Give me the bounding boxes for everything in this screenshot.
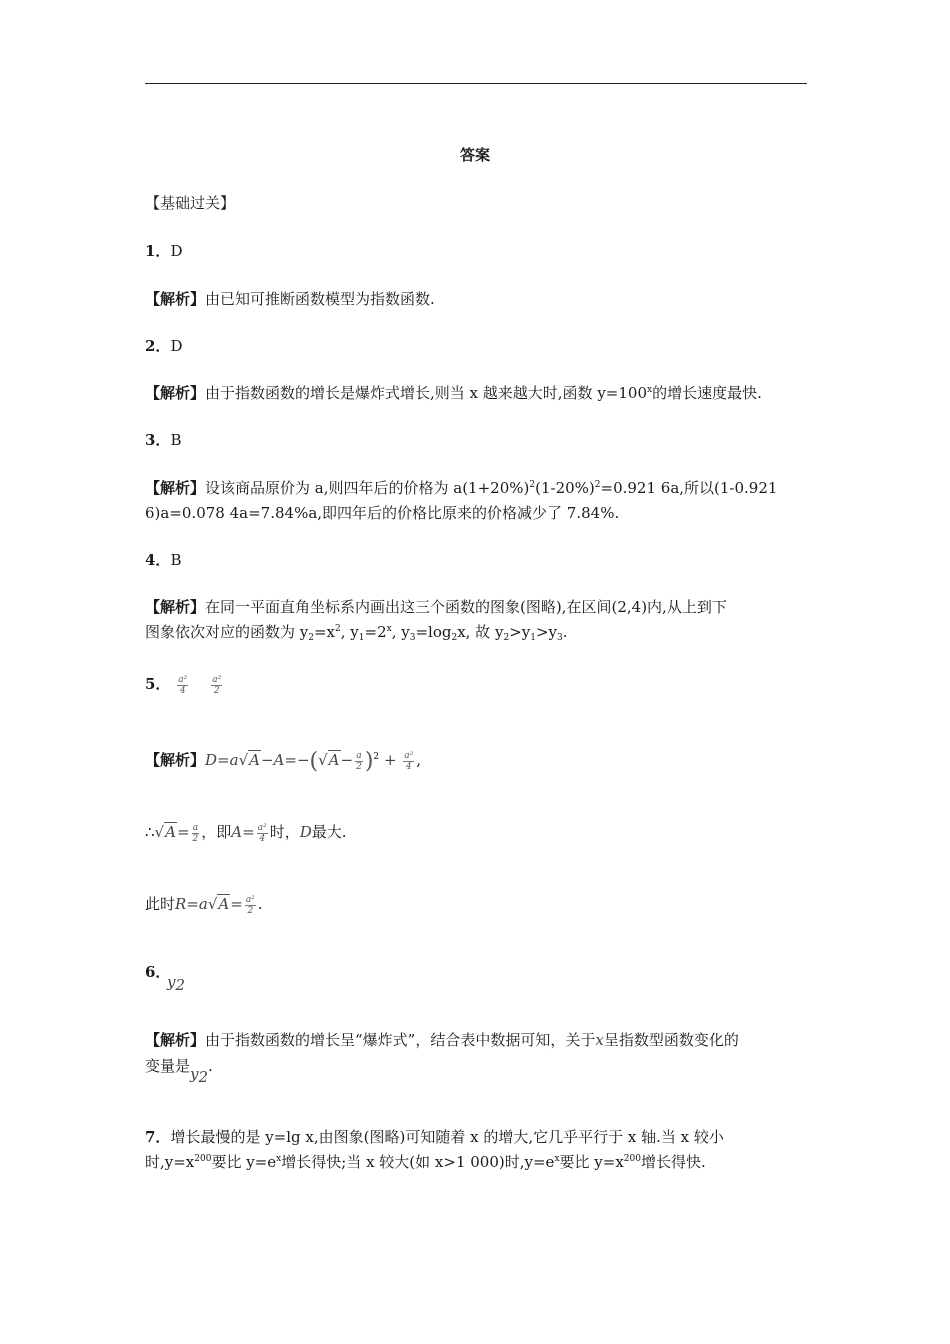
sqrt-symbol: √A	[238, 751, 260, 769]
analysis-3-line-1	[145, 476, 777, 500]
fraction-a2-over-4	[257, 823, 268, 844]
answer-text: 增长最慢的是 y=lg x,由图象(图略)可知随着 x 的增大,它几乎平行于 x 轴.当 x 较小	[170, 1128, 724, 1146]
analysis-1	[145, 287, 435, 311]
answer-5	[145, 672, 224, 696]
text: 要比 y=e	[211, 1153, 277, 1171]
analysis-5-line-1	[145, 748, 421, 774]
q-answer: D	[170, 242, 183, 260]
denominator: 2	[213, 685, 220, 696]
text: >y	[535, 623, 557, 641]
sqrt-symbol: √A	[207, 895, 230, 913]
math-var: R	[175, 895, 187, 913]
analysis-label: 【解析】	[145, 1031, 206, 1049]
text: 图象依次对应的函数为 y	[145, 623, 309, 641]
answer-6-value	[167, 970, 185, 994]
superscript: 2	[373, 752, 380, 762]
text: , y	[340, 623, 359, 641]
left-paren: (	[309, 749, 319, 774]
superscript: x	[554, 1154, 560, 1164]
superscript: 200	[623, 1154, 641, 1164]
answer-2	[145, 334, 182, 358]
analysis-text: 呈指数型函数变化的	[603, 1031, 739, 1049]
page-title: 答案	[459, 146, 490, 164]
q-number: 5．	[145, 675, 171, 693]
text: =x	[313, 623, 336, 641]
denominator: 4	[259, 833, 266, 844]
analysis-2	[145, 381, 762, 405]
q-number: 2．	[145, 337, 171, 355]
text: .	[562, 623, 568, 641]
q-answer: D	[170, 337, 183, 355]
text: >y	[509, 623, 531, 641]
analysis-label: 【解析】	[145, 384, 206, 402]
radicand: A	[165, 823, 176, 841]
text: 要比 y=x	[559, 1153, 624, 1171]
text: 时,y=x	[145, 1153, 195, 1171]
text: .	[257, 895, 263, 913]
denominator: 4	[179, 685, 186, 696]
math-text: =a	[186, 895, 208, 913]
math-var: A	[231, 823, 243, 841]
superscript: x	[647, 385, 653, 395]
text: =2	[364, 623, 387, 641]
sqrt-symbol: √A	[154, 823, 176, 841]
q-number: 6．	[145, 963, 171, 981]
analysis-5-line-3	[145, 892, 263, 916]
analysis-text: =0.921 6a,所以(1-0.921	[600, 479, 778, 497]
superscript: 2	[335, 624, 341, 634]
text: 增长得快;当 x 较大(如 x>1 000)时,y=e	[281, 1153, 555, 1171]
text: , y	[391, 623, 410, 641]
math-text: =	[230, 895, 243, 913]
radicand: A	[328, 751, 340, 769]
radicand: A	[249, 751, 260, 769]
fraction-a2-over-4	[177, 675, 188, 696]
sqrt-symbol: √A	[318, 751, 340, 769]
therefore-symbol: ∴	[145, 823, 155, 841]
math-var: x	[595, 1031, 604, 1049]
analysis-6-line-2	[145, 1054, 213, 1086]
math-text: =	[176, 823, 190, 841]
analysis-label: 【解析】	[145, 479, 206, 497]
analysis-text: 在同一平面直角坐标系内画出这三个函数的图象(图略),在区间(2,4)内,从上到下	[205, 598, 727, 616]
header-rule	[145, 83, 807, 84]
subscript: 3	[557, 633, 563, 643]
fraction-a2-over-4	[403, 751, 414, 772]
math-text: ,	[416, 751, 422, 769]
analysis-4-line-2	[145, 620, 568, 644]
analysis-5-line-2	[145, 820, 347, 844]
right-paren: )	[364, 749, 374, 774]
text: =log	[415, 623, 452, 641]
math-text: +	[383, 751, 397, 769]
answer-4	[145, 548, 181, 572]
q-number: 3．	[145, 431, 171, 449]
analysis-text: .	[208, 1057, 213, 1075]
section-heading: 【基础过关】	[145, 194, 236, 212]
fraction-a-over-2: $\frac{a}{2}$	[356, 750, 362, 772]
numerator: a²	[404, 750, 414, 761]
denominator: 2	[356, 761, 362, 772]
analysis-label: 【解析】	[145, 290, 206, 308]
denominator: 2	[247, 905, 254, 916]
answer-3	[145, 428, 181, 452]
numerator: a²	[212, 674, 222, 685]
subscript: 2	[198, 1068, 209, 1086]
text: 时，	[269, 823, 300, 841]
analysis-label: 【解析】	[145, 598, 206, 616]
q-answer: B	[170, 431, 182, 449]
math-var: D	[205, 751, 218, 769]
analysis-text: 由于指数函数的增长是爆炸式增长,则当 x 越来越大时,函数 y=100	[205, 384, 647, 402]
superscript: 2	[529, 480, 536, 490]
answer-1	[145, 239, 182, 263]
fraction-a-over-2: $\frac{a}{2}$	[192, 822, 199, 844]
text: x, 故 y	[457, 623, 504, 641]
denominator: 2	[192, 833, 199, 844]
math-text: −A=−	[260, 751, 310, 769]
fraction-a2-over-2	[245, 895, 256, 916]
denominator: 4	[405, 761, 412, 772]
analysis-4-line-1	[145, 595, 727, 619]
subscript: 2	[503, 633, 510, 643]
subscript: 1	[358, 633, 365, 643]
math-text: −	[340, 751, 354, 769]
analysis-text: 的增长速度最快.	[652, 384, 762, 402]
text: 增长得快.	[640, 1153, 706, 1171]
analysis-6-line-1	[145, 1028, 739, 1052]
analysis-label: 【解析】	[145, 751, 206, 769]
numerator: a²	[257, 822, 267, 833]
q-number: 7．	[145, 1128, 171, 1146]
answer-7-line-2	[145, 1150, 706, 1174]
fraction-a2-over-2	[211, 675, 222, 696]
text: ，即	[201, 823, 232, 841]
superscript: x	[386, 624, 392, 634]
text: 此时	[145, 895, 176, 913]
math-var: D	[299, 823, 312, 841]
analysis-text: 变量是	[145, 1057, 191, 1075]
superscript: x	[276, 1154, 282, 1164]
numerator: a²	[178, 674, 188, 685]
analysis-3-line-2: 6)a=0.078 4a=7.84%a,即四年后的价格比原来的价格减少了 7.84%.	[145, 504, 620, 522]
math-text: =	[242, 823, 255, 841]
radicand: A	[218, 895, 230, 913]
analysis-text: 由已知可推断函数模型为指数函数.	[205, 290, 435, 308]
analysis-text: 设该商品原价为 a,则四年后的价格为 a(1+20%)	[205, 479, 530, 497]
math-var: y	[167, 973, 176, 991]
q-number: 4．	[145, 551, 171, 569]
math-text: =a	[217, 751, 239, 769]
numerator: a²	[245, 894, 255, 905]
subscript: 2	[175, 976, 186, 994]
text: 最大.	[311, 823, 347, 841]
superscript: 2	[594, 480, 601, 490]
q-answer: B	[170, 551, 182, 569]
q-number: 1．	[145, 242, 171, 260]
superscript: 200	[194, 1154, 212, 1164]
subscript: 2	[451, 633, 458, 643]
subscript: 1	[530, 633, 536, 643]
answer-7-line-1	[145, 1125, 724, 1149]
subscript: 3	[409, 633, 416, 643]
analysis-text: (1-20%)	[535, 479, 595, 497]
math-var: y	[190, 1065, 199, 1083]
analysis-text: 由于指数函数的增长呈“爆炸式”，结合表中数据可知，关于	[205, 1031, 596, 1049]
subscript: 2	[308, 633, 314, 643]
